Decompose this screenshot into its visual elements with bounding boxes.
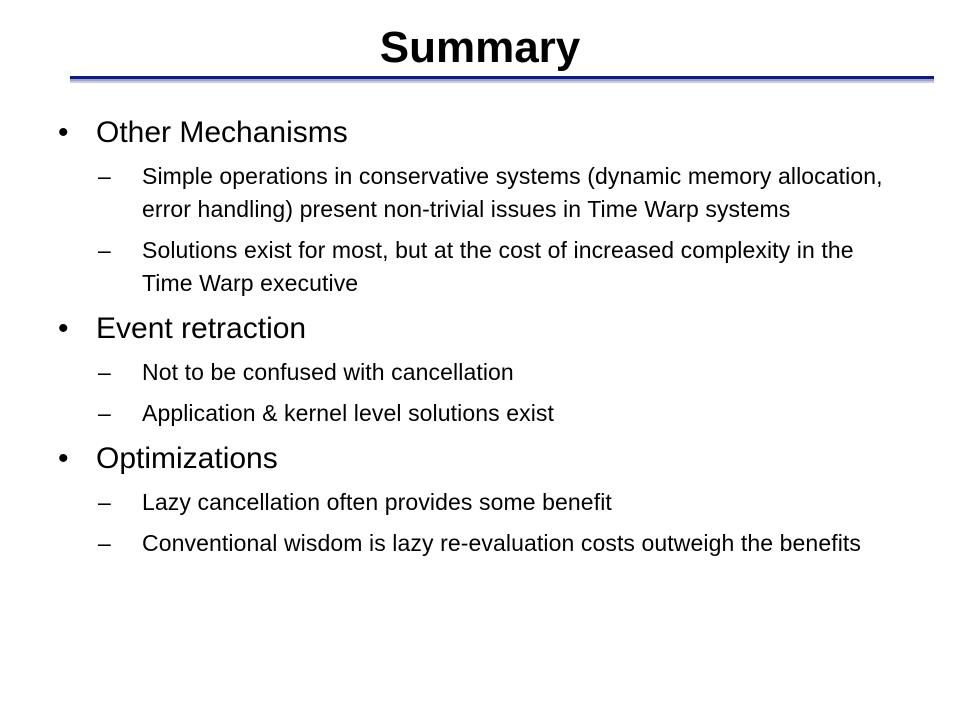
sub-bullet-list — [96, 356, 886, 430]
sub-bullet-list — [96, 486, 886, 560]
bullet-text: Optimizations — [96, 442, 278, 475]
sub-bullet-text: Solutions exist for most, but at the cost of increased complexity in the Time Warp executive — [142, 237, 854, 296]
bullet-item-event-retraction — [56, 310, 886, 430]
sub-bullet-item — [98, 356, 886, 389]
sub-bullet-item — [98, 486, 886, 519]
bullet-item-optimizations — [56, 440, 886, 560]
sub-bullet-text: Application & kernel level solutions exist — [142, 400, 555, 426]
dash-glyph: – — [98, 400, 111, 426]
sub-bullet-list — [96, 160, 886, 300]
bullet-list — [56, 114, 886, 570]
bullet-glyph: • — [58, 442, 69, 475]
sub-bullet-text: Not to be confused with cancellation — [142, 359, 514, 385]
dash-glyph: – — [98, 237, 111, 263]
slide-title: Summary — [379, 23, 581, 72]
sub-bullet-item — [98, 234, 886, 300]
dash-glyph: – — [98, 359, 111, 385]
sub-bullet-text: Lazy cancellation often provides some benefit — [142, 489, 612, 515]
dash-glyph: – — [98, 489, 111, 515]
title-underline-shadow — [70, 81, 934, 83]
sub-bullet-text: Conventional wisdom is lazy re-evaluation costs outweigh the benefits — [142, 530, 862, 556]
sub-bullet-item — [98, 527, 886, 560]
sub-bullet-item — [98, 160, 886, 226]
bullet-glyph: • — [58, 312, 69, 345]
sub-bullet-item — [98, 397, 886, 430]
dash-glyph: – — [98, 530, 111, 556]
bullet-item-other-mechanisms — [56, 114, 886, 300]
dash-glyph: – — [98, 163, 111, 189]
bullet-text: Event retraction — [96, 312, 307, 345]
bullet-text: Other Mechanisms — [96, 116, 348, 149]
bullet-glyph: • — [58, 116, 69, 149]
sub-bullet-text: Simple operations in conservative systems (dynamic memory allocation, error handling) present non-trivial issues in Time Warp systems — [142, 163, 883, 222]
